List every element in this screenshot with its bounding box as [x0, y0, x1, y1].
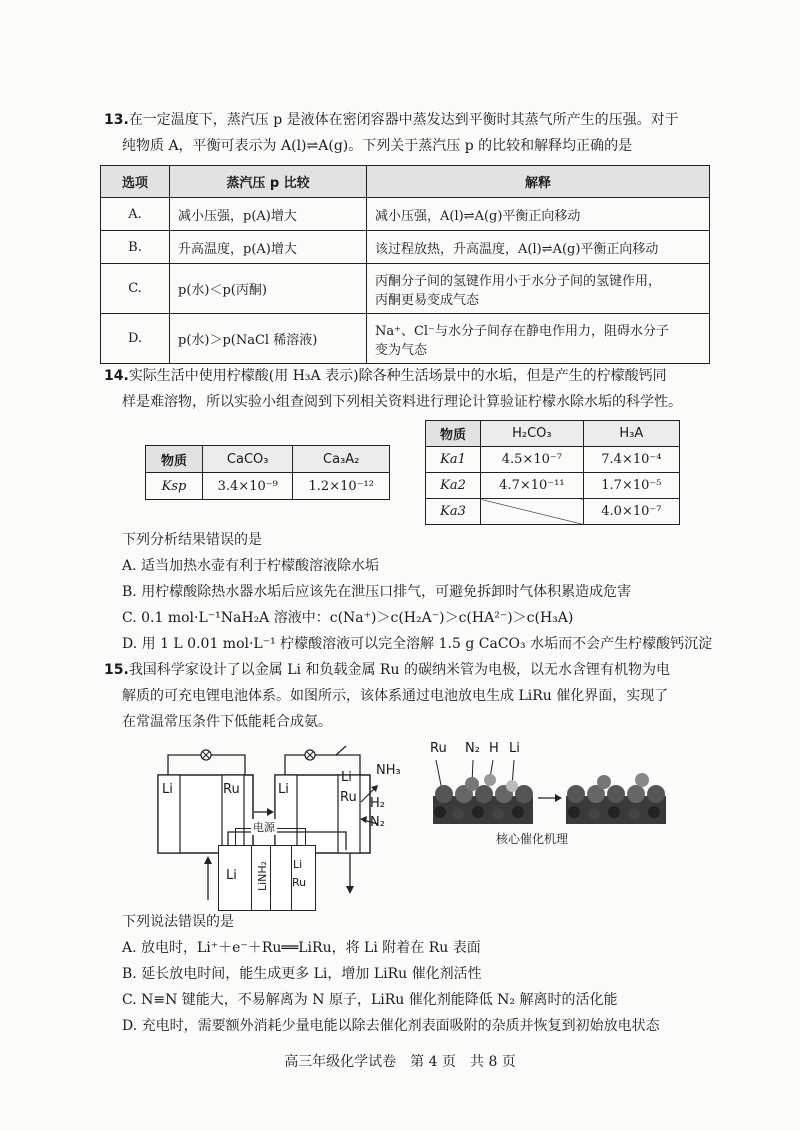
q13-row-c: C. p(水)＜p(丙酮) 丙酮分子间的氢键作用小于水分子间的氢键作用， 丙酮更易变成气态 — [101, 264, 710, 314]
q13-row-a: A. 减小压强，p(A)增大 减小压强，A(l)⇌A(g)平衡正向移动 — [101, 198, 710, 231]
q13-header-explain: 解释 — [367, 166, 710, 198]
q14-option-b: B. 用柠檬酸除热水器水垢后应该先在泄压口排气，可避免拆卸时气体积累造成危害 — [122, 584, 632, 600]
cell1-ru-label: Ru — [223, 782, 240, 797]
q15-prompt: 下列说法错误的是 — [122, 914, 234, 930]
q13-number: 13. — [104, 112, 129, 128]
q14-option-a: A. 适当加热水壶有利于柠檬酸溶液除水垢 — [122, 558, 380, 574]
q15-option-b: B. 延长放电时间，能生成更多 Li，增加 LiRu 催化剂活性 — [122, 966, 482, 982]
q14-option-d: D. 用 1 L 0.01 mol·L⁻¹ 柠檬酸溶液可以完全溶解 1.5 g CaCO₃ 水垢而不会产生柠檬酸钙沉淀 — [122, 636, 713, 652]
switch-icon — [336, 746, 346, 755]
cell2-liru-ru-label: Ru — [340, 790, 357, 805]
q15-option-d: D. 充电时，需要额外消耗少量电能以除去催化剂表面吸附的杂质并恢复到初始放电状态 — [122, 1018, 660, 1034]
q15-stem-line2: 解质的可充电锂电池体系。如图所示，该体系通过电池放电生成 LiRu 催化界面，实现了 — [122, 688, 669, 704]
mech-li-label: Li — [509, 741, 520, 756]
q14-stem-line2: 样是难溶物，所以实验小组查阅到下列相关资料进行理论计算验证柠檬水除水垢的科学性。 — [122, 394, 682, 410]
q13-stem-line2: 纯物质 A，平衡可表示为 A(l)⇌A(g)。下列关于蒸汽压 p 的比较和解释均正确的是 — [122, 138, 633, 154]
catalysis-mechanism-image — [428, 758, 678, 828]
cell2-li-label: Li — [278, 782, 289, 797]
page-footer: 高三年级化学试卷 第 4 页 共 8 页 — [284, 1054, 516, 1070]
q13-row-d: D. p(水)＞p(NaCl 稀溶液) Na⁺、Cl⁻与水分子间存在静电作用力，阻碍水分子 变为气态 — [101, 314, 710, 364]
q14-ka-table: 物质 H₂CO₃ H₃A Ka1 4.5×10⁻⁷ 7.4×10⁻⁴ Ka2 4.7×10⁻¹¹ 1.7×10⁻⁵ Ka3 4.0×10⁻⁷ — [425, 420, 680, 525]
q14-number: 14. — [104, 368, 129, 384]
empty-diagonal-cell — [481, 499, 584, 525]
q15-stem-line1: 15.我国科学家设计了以金属 Li 和负载金属 Ru 的碳纳米管为电极，以无水含锂有机物为电 — [104, 662, 670, 678]
mech-n2-label: N₂ — [465, 741, 480, 756]
n2-label: N₂ — [370, 815, 385, 830]
cell1-li-label: Li — [162, 782, 173, 797]
q13-row-b: B. 升高温度，p(A)增大 该过程放热，升高温度，A(l)⇌A(g)平衡正向移动 — [101, 231, 710, 264]
h2-label: H₂ — [370, 796, 385, 811]
q15-option-c: C. N≡N 键能大，不易解离为 N 原子，LiRu 催化剂能降低 N₂ 解离时的活化能 — [122, 992, 618, 1008]
q14-stem-line1: 14.实际生活中使用柠檬酸(用 H₃A 表示)除各种生活场景中的水垢，但是产生的柠檬酸钙同 — [104, 368, 667, 384]
mech-h-label: H — [489, 741, 499, 756]
q13-table — [100, 165, 710, 364]
nh3-label: NH₃ — [376, 763, 401, 778]
cell3-li-top-label: Li — [293, 858, 303, 871]
q13-header-option: 选项 — [101, 166, 170, 198]
mechanism-caption: 核心催化机理 — [496, 832, 569, 846]
q15-stem-line3: 在常温常压条件下低能耗合成氨。 — [122, 714, 332, 730]
q13-stem-line1: 13.在一定温度下，蒸汽压 p 是液体在密闭容器中蒸发达到平衡时其蒸气所产生的压强。对于 — [104, 112, 679, 128]
q15-option-a: A. 放电时，Li⁺＋e⁻＋Ru══LiRu，将 Li 附着在 Ru 表面 — [122, 940, 481, 956]
mech-ru-label: Ru — [430, 741, 447, 756]
cell3-li-label: Li — [226, 868, 237, 883]
linh2-label: LiNH₂ — [256, 860, 269, 892]
cell2-liru-li-label: Li — [341, 770, 352, 785]
power-source-label: 电源 — [253, 821, 275, 834]
q14-ksp-table: 物质 CaCO₃ Ca₃A₂ Ksp 3.4×10⁻⁹ 1.2×10⁻¹² — [145, 445, 390, 500]
cell3-ru-bottom-label: Ru — [292, 876, 307, 889]
q13-header-compare: 蒸汽压 p 比较 — [170, 166, 367, 198]
q15-number: 15. — [104, 662, 129, 678]
q14-prompt: 下列分析结果错误的是 — [122, 532, 262, 548]
q14-option-c: C. 0.1 mol·L⁻¹NaH₂A 溶液中：c(Na⁺)＞c(H₂A⁻)＞c(HA²⁻)＞c(H₃A) — [122, 610, 574, 626]
